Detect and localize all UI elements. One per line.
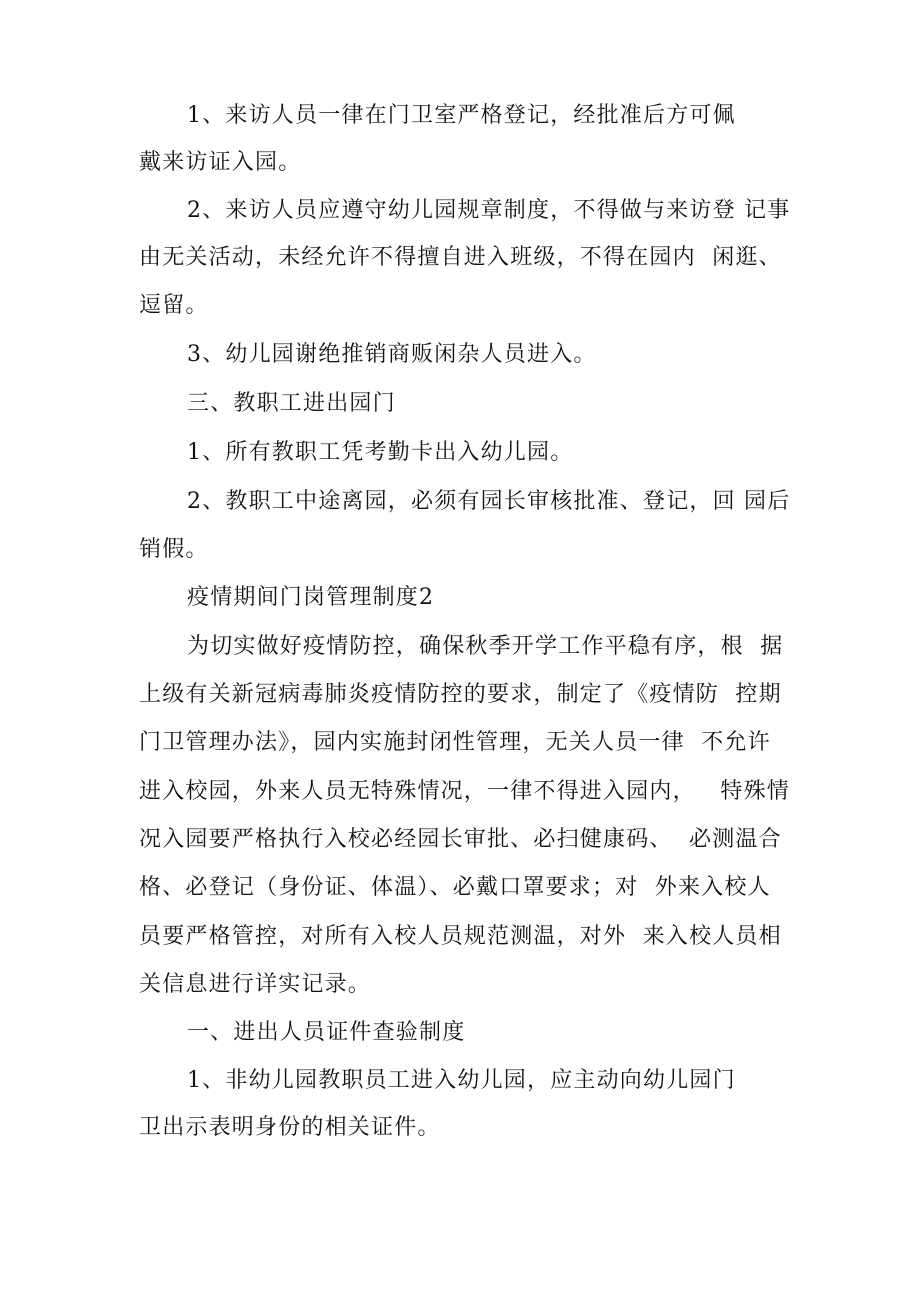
paragraph-line: 3、幼儿园谢绝推销商贩闲杂人员进入。 <box>187 342 597 367</box>
paragraph-line: 由无关活动，未经允许不得擅自进入班级，不得在园内 闲逛、 <box>139 245 782 270</box>
paragraph-line: 1、非幼儿园教职员工进入幼儿园，应主动向幼儿园门 <box>187 1068 736 1093</box>
paragraph-line: 卫出示表明身份的相关证件。 <box>139 1115 441 1140</box>
paragraph-line: 逗留。 <box>139 293 209 318</box>
paragraph-line: 2、教职工中途离园，必须有园长审核批准、登记，回 园后 <box>187 489 791 514</box>
paragraph-line: 为切实做好疫情防控，确保秋季开学工作平稳有序，根 据 <box>187 634 784 659</box>
document-title: 疫情期间门岗管理制度2 <box>187 585 435 610</box>
paragraph-line: 2、来访人员应遵守幼儿园规章制度，不得做与来访登 记事 <box>187 198 791 223</box>
paragraph-line: 1、所有教职工凭考勤卡出入幼儿园。 <box>187 440 574 465</box>
paragraph-line: 销假。 <box>139 537 209 562</box>
paragraph-line: 员要严格管控，对所有入校人员规范测温，对外 来入校人员相 <box>139 924 782 949</box>
paragraph-line: 上级有关新冠病毒肺炎疫情防控的要求，制定了《疫情防 控期 <box>139 682 782 707</box>
paragraph-line: 进入校园，外来人员无特殊情况，一律不得进入园内， 特殊情 <box>139 779 790 804</box>
section-heading: 一、进出人员证件查验制度 <box>187 1020 466 1045</box>
paragraph-line: 况入园要严格执行入校必经园长审批、必扫健康码、 必测温合 <box>139 827 782 852</box>
section-heading: 三、教职工进出园门 <box>187 391 396 416</box>
paragraph-line: 门卫管理办法》，园内实施封闭性管理，无关人员一律 不允许 <box>139 730 771 755</box>
paragraph-line: 1、来访人员一律在门卫室严格登记，经批准后方可佩 <box>187 103 736 128</box>
paragraph-line: 格、必登记（身份证、体温）、必戴口罩要求；对 外来入校人 <box>139 875 771 900</box>
paragraph-line: 戴来访证入园。 <box>139 150 302 175</box>
paragraph-line: 关信息进行详实记录。 <box>139 972 372 997</box>
